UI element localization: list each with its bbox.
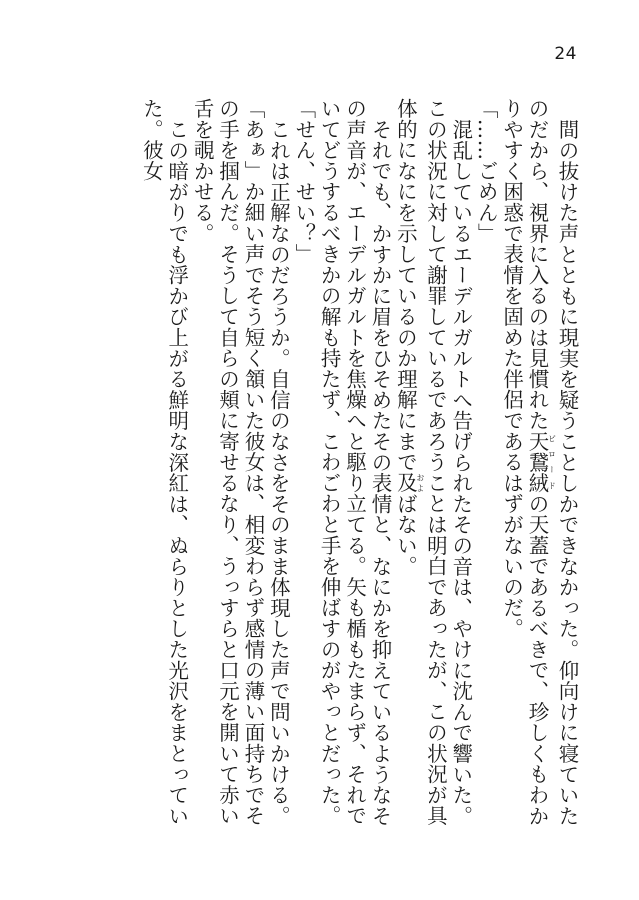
furigana-ruby: 天鵞絨ビロード [525,430,557,494]
vertical-text-body [49,98,579,838]
furigana-reading: ビロード [547,430,557,494]
paragraph-1: 間の抜けた声とともに現実を疑うことしかできなかった。仰向けに寝ていたのだから、視界に入るのは見慣れた天鵞絨ビロードの天蓋であるべきで、珍しくもわかりやすく困惑で表情を固めた伴侶であるはずがないのだ。 [499,98,579,827]
page-number: 24 [554,44,577,64]
paragraph-2-dialogue: 「……ごめん」 [474,98,499,244]
furigana-ruby: 及およ [393,472,425,494]
paragraph-3: 混乱しているエーデルガルトへ告げられたその音は、やけに沈んで響いた。この状況に対して謝罪しているであろうことは明白であったが、この状況が具体的になにを示しているのか理解にまで及およばない。 [393,98,473,826]
furigana-reading: およ [415,472,425,494]
paragraph-4: それでも、かすかに眉をひそめたその表情と、なにかを抑えているようなその声音が、エーデルガルトを焦燥へと駆り立てる。矢も楯もたまらず、それでいてどうするべきかの解も持たず、こわごわと手を伸ばすのがやっとだった。 [317,98,392,826]
paragraph-5-dialogue: 「せん、せい？」 [291,98,316,265]
paragraph-7: この暗がりでも浮かび上がる鮮明な深紅は、ぬらりとした光沢をまとっていた。彼女 [139,98,189,826]
paragraph-6: これは正解なのだろうか。自信のなさをそのまま体現した声で問いかける。「あぁ」か細い声でそう短く頷いた彼女は、相変わらず感情の薄い面持ちでその手を掴んだ。そうして自らの頬に寄せるなり、うっすらと口元を開いて赤い舌を覗かせる。 [190,98,291,826]
